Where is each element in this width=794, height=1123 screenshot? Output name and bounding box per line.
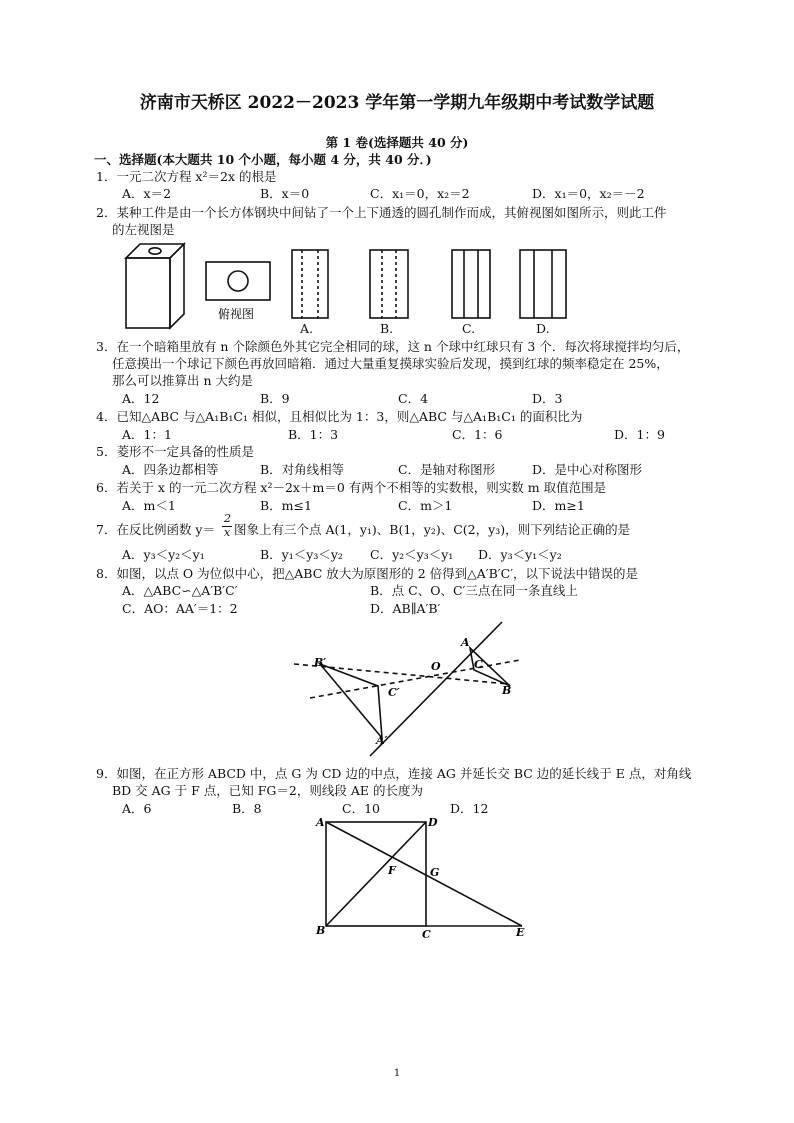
volume-heading: 第 1 卷(选择题共 40 分) <box>325 135 469 150</box>
label-c: C <box>474 658 483 671</box>
section-heading: 一、选择题(本大题共 10 个小题，每小题 4 分，共 40 分．) <box>94 152 432 167</box>
q7-stem-suffix: 图象上有三个点 A(1，y₁)、B(1，y₂)、C(2，y₃)，则下列结论正确的是 <box>234 522 631 537</box>
q7-option-d: D．y₃＜y₁＜y₂ <box>478 547 562 562</box>
label-a: A <box>316 816 325 829</box>
q2-option-d-figure <box>520 250 566 318</box>
q8-stem: 8．如图，以点 O 为位似中心，把△ABC 放大为原图形的 2 倍得到△A′B′C′，以下说法中错误的是 <box>96 566 639 581</box>
q4-option-c: C．1：6 <box>452 427 503 442</box>
q5-option-a: A．四条边都相等 <box>122 462 219 477</box>
q3-option-d: D．3 <box>532 391 563 406</box>
q2-option-a: A. <box>300 321 314 336</box>
q1-stem: 1．一元二次方程 x²＝2x 的根是 <box>96 169 277 184</box>
q6-option-a: A．m＜1 <box>122 498 176 513</box>
q7-option-a: A．y₃＜y₂＜y₁ <box>122 547 205 562</box>
q3-option-b: B．9 <box>260 391 290 406</box>
q8-option-a: A．△ABC∽△A′B′C′ <box>122 583 238 598</box>
label-a: A <box>461 636 470 649</box>
label-e: E <box>516 926 525 939</box>
q1-option-a: A．x＝2 <box>122 186 172 201</box>
label-g: G <box>430 866 440 879</box>
q9-option-c: C．10 <box>342 801 380 816</box>
q6-option-b: B．m≤1 <box>260 498 312 513</box>
top-view-figure <box>206 262 270 300</box>
label-o: O <box>431 660 441 673</box>
page-number: 1 <box>393 1068 401 1079</box>
q5-option-c: C．是轴对称图形 <box>398 462 496 477</box>
q2-option-c-figure <box>452 250 490 318</box>
q4-option-a: A．1：1 <box>122 427 172 442</box>
q7-fraction-denominator: x <box>224 526 231 539</box>
q1-option-d: D．x₁＝0，x₂＝－2 <box>532 186 645 201</box>
q2-stem-line2: 的左视图是 <box>112 222 175 237</box>
q7-option-c: C．y₂＜y₃＜y₁ <box>370 547 454 562</box>
label-f: F <box>388 864 396 877</box>
q2-option-a-figure <box>292 250 328 318</box>
q9-stem-line2: BD 交 AG 于 F 点，已知 FG＝2，则线段 AE 的长度为 <box>112 783 423 798</box>
q9-option-d: D．12 <box>450 801 489 816</box>
q3-stem-line1: 3．在一个暗箱里放有 n 个除颜色外其它完全相同的球，这 n 个球中红球只有 3 个．每次将球搅拌均匀后， <box>96 339 690 354</box>
q5-option-b: B．对角线相等 <box>260 462 345 477</box>
label-b: B <box>502 684 512 697</box>
label-a-prime: A′ <box>376 734 388 747</box>
label-c: C <box>422 928 431 941</box>
q1-option-b: B．x＝0 <box>260 186 310 201</box>
q9-square-figure <box>312 812 532 941</box>
q5-option-d: D．是中心对称图形 <box>532 462 643 477</box>
box-3d-figure <box>126 244 184 328</box>
q6-option-d: D．m≥1 <box>532 498 585 513</box>
q7-fraction-numerator: 2 <box>224 512 231 525</box>
page-title: 济南市天桥区 2022－2023 学年第一学期九年级期中考试数学试题 <box>139 93 655 113</box>
q6-stem: 6．若关于 x 的一元二次方程 x²－2x＋m＝0 有两个不相等的实数根，则实数 m 取值范围是 <box>96 480 607 495</box>
q3-option-c: C．4 <box>398 391 429 406</box>
label-c-prime: C′ <box>388 686 400 699</box>
q2-option-d: D. <box>536 321 550 336</box>
q3-option-a: A．12 <box>122 391 160 406</box>
q9-option-b: B．8 <box>232 801 262 816</box>
q7-stem-prefix: 7．在反比例函数 y＝ <box>96 522 215 537</box>
q8-option-b: B．点 C、O、C′三点在同一条直线上 <box>370 583 578 598</box>
label-b: B <box>316 924 326 937</box>
label-b-prime: B′ <box>314 656 327 669</box>
q7-option-b: B．y₁＜y₃＜y₂ <box>260 547 343 562</box>
q8-homothety-figure <box>290 618 540 763</box>
q2-option-b-figure <box>370 250 408 318</box>
q3-stem-line3: 那么可以推算出 n 大约是 <box>112 373 253 388</box>
q8-option-d: D．AB∥A′B′ <box>370 601 441 616</box>
q2-option-c: C. <box>462 321 476 336</box>
q5-stem: 5．菱形不一定具备的性质是 <box>96 444 254 459</box>
q9-option-a: A．6 <box>122 801 152 816</box>
q6-option-c: C．m＞1 <box>398 498 453 513</box>
q2-option-b: B. <box>380 321 394 336</box>
top-view-label: 俯视图 <box>218 307 255 321</box>
q8-option-c: C．AO：AA′＝1：2 <box>122 601 238 616</box>
q4-stem: 4．已知△ABC 与△A₁B₁C₁ 相似，且相似比为 1：3，则△ABC 与△A₁B₁C₁ 的面积比为 <box>96 409 583 424</box>
q3-stem-line2: 任意摸出一个球记下颜色再放回暗箱．通过大量重复摸球实验后发现，摸到红球的频率稳定在 25%， <box>112 356 669 371</box>
q9-stem-line1: 9．如图，在正方形 ABCD 中，点 G 为 CD 边的中点，连接 AG 并延长交 BC 边的延长线于 E 点，对角线 <box>96 766 692 781</box>
q4-option-d: D．1：9 <box>614 427 665 442</box>
q2-figures <box>120 240 580 335</box>
q2-stem-line1: 2．某种工件是由一个长方体钢块中间钻了一个上下通透的圆孔制作而成，其俯视图如图所示，则此工件 <box>96 205 667 220</box>
q4-option-b: B．1：3 <box>288 427 339 442</box>
label-d: D <box>428 816 438 829</box>
q1-option-c: C．x₁＝0，x₂＝2 <box>370 186 470 201</box>
